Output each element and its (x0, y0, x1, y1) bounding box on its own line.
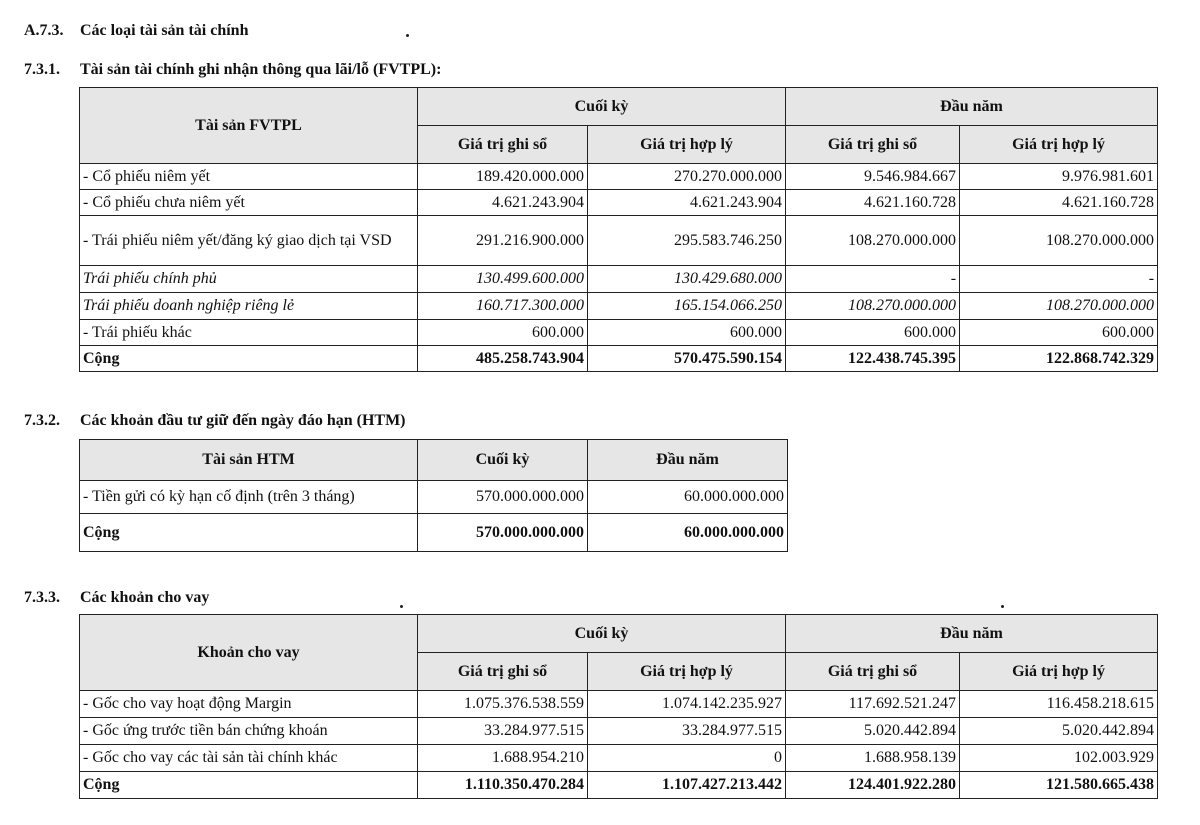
cell-value: 4.621.160.728 (786, 190, 960, 216)
row-label: - Trái phiếu niêm yết/đăng ký giao dịch tại VSD (80, 216, 418, 266)
cell-value: 295.583.746.250 (588, 216, 786, 266)
cell-value: 1.107.427.213.442 (588, 772, 786, 799)
cell-value: 117.692.521.247 (786, 691, 960, 718)
cell-value: - (786, 266, 960, 293)
cell-value: 124.401.922.280 (786, 772, 960, 799)
fvtpl-table (79, 87, 1158, 372)
loans-title: Các khoản cho vay (80, 589, 210, 606)
cell-value: 291.216.900.000 (418, 216, 588, 266)
section-number: A.7.3. (24, 22, 64, 39)
cell-value: 570.000.000.000 (418, 481, 588, 514)
loans-sub-fair-begin: Giá trị hợp lý (960, 653, 1158, 691)
fvtpl-heading (24, 61, 441, 79)
cell-value: 130.429.680.000 (588, 266, 786, 293)
loans-sub-book-end: Giá trị ghi sổ (418, 653, 588, 691)
row-label: - Gốc ứng trước tiền bán chứng khoán (80, 718, 418, 745)
cell-value: 122.868.742.329 (960, 346, 1158, 372)
cell-value: 600.000 (588, 320, 786, 346)
cell-value: 122.438.745.395 (786, 346, 960, 372)
row-label: - Cổ phiếu niêm yết (80, 164, 418, 190)
table-row (80, 481, 788, 514)
fvtpl-sub-fair-begin: Giá trị hợp lý (960, 126, 1158, 164)
row-label: - Trái phiếu khác (80, 320, 418, 346)
fvtpl-sub-book-end: Giá trị ghi sổ (418, 126, 588, 164)
cell-value: 60.000.000.000 (588, 514, 788, 552)
fvtpl-sub-fair-end: Giá trị hợp lý (588, 126, 786, 164)
row-label: Trái phiếu doanh nghiệp riêng lẻ (80, 293, 418, 320)
cell-value: 5.020.442.894 (960, 718, 1158, 745)
cell-value: 4.621.160.728 (960, 190, 1158, 216)
table-row (80, 691, 1158, 718)
scan-speck (406, 34, 409, 37)
cell-value: 9.976.981.601 (960, 164, 1158, 190)
loans-heading (24, 589, 209, 607)
cell-value: 33.284.977.515 (588, 718, 786, 745)
loans-group-begin: Đầu năm (786, 615, 1158, 653)
cell-value: 1.688.954.210 (418, 745, 588, 772)
table-row (80, 190, 1158, 216)
row-label: Trái phiếu chính phủ (80, 266, 418, 293)
fvtpl-group-begin: Đầu năm (786, 88, 1158, 126)
table-row (80, 718, 1158, 745)
cell-value: 1.075.376.538.559 (418, 691, 588, 718)
total-row (80, 346, 1158, 372)
row-label: Cộng (80, 346, 418, 372)
htm-table (79, 439, 788, 552)
scan-speck (400, 605, 403, 608)
cell-value: 121.580.665.438 (960, 772, 1158, 799)
cell-value: 60.000.000.000 (588, 481, 788, 514)
cell-value: 189.420.000.000 (418, 164, 588, 190)
cell-value: 116.458.218.615 (960, 691, 1158, 718)
fvtpl-col-label: Tài sản FVTPL (80, 88, 418, 164)
loans-table (79, 614, 1158, 799)
loans-sub-fair-end: Giá trị hợp lý (588, 653, 786, 691)
cell-value: 0 (588, 745, 786, 772)
cell-value: 130.499.600.000 (418, 266, 588, 293)
table-row (80, 216, 1158, 266)
cell-value: 570.475.590.154 (588, 346, 786, 372)
table-row (80, 164, 1158, 190)
row-label: Cộng (80, 772, 418, 799)
row-label: - Gốc cho vay các tài sản tài chính khác (80, 745, 418, 772)
cell-value: - (960, 266, 1158, 293)
cell-value: 1.110.350.470.284 (418, 772, 588, 799)
cell-value: 4.621.243.904 (418, 190, 588, 216)
table-row (80, 745, 1158, 772)
loans-number: 7.3.3. (24, 589, 60, 606)
cell-value: 108.270.000.000 (786, 216, 960, 266)
htm-heading (24, 412, 406, 430)
cell-value: 102.003.929 (960, 745, 1158, 772)
row-label: - Tiền gửi có kỳ hạn cố định (trên 3 tháng) (80, 481, 418, 514)
htm-title: Các khoản đầu tư giữ đến ngày đáo hạn (HTM) (80, 412, 406, 429)
row-label: Cộng (80, 514, 418, 552)
section-heading (24, 22, 248, 40)
total-row (80, 772, 1158, 799)
cell-value: 1.074.142.235.927 (588, 691, 786, 718)
fvtpl-sub-book-begin: Giá trị ghi sổ (786, 126, 960, 164)
htm-col-label: Tài sản HTM (80, 440, 418, 481)
loans-col-label: Khoản cho vay (80, 615, 418, 691)
cell-value: 108.270.000.000 (786, 293, 960, 320)
cell-value: 600.000 (418, 320, 588, 346)
cell-value: 485.258.743.904 (418, 346, 588, 372)
cell-value: 165.154.066.250 (588, 293, 786, 320)
section-title: Các loại tài sản tài chính (80, 22, 249, 39)
htm-col-begin: Đầu năm (588, 440, 788, 481)
cell-value: 270.270.000.000 (588, 164, 786, 190)
total-row (80, 514, 788, 552)
cell-value: 570.000.000.000 (418, 514, 588, 552)
loans-group-end: Cuối kỳ (418, 615, 786, 653)
htm-number: 7.3.2. (24, 412, 60, 429)
htm-col-end: Cuối kỳ (418, 440, 588, 481)
fvtpl-number: 7.3.1. (24, 61, 60, 78)
cell-value: 5.020.442.894 (786, 718, 960, 745)
cell-value: 160.717.300.000 (418, 293, 588, 320)
table-row (80, 266, 1158, 293)
cell-value: 600.000 (960, 320, 1158, 346)
table-row (80, 320, 1158, 346)
cell-value: 108.270.000.000 (960, 216, 1158, 266)
cell-value: 108.270.000.000 (960, 293, 1158, 320)
row-label: - Gốc cho vay hoạt động Margin (80, 691, 418, 718)
cell-value: 600.000 (786, 320, 960, 346)
fvtpl-group-end: Cuối kỳ (418, 88, 786, 126)
loans-sub-book-begin: Giá trị ghi sổ (786, 653, 960, 691)
fvtpl-title: Tài sản tài chính ghi nhận thông qua lãi/lỗ (FVTPL): (80, 61, 442, 78)
cell-value: 9.546.984.667 (786, 164, 960, 190)
cell-value: 33.284.977.515 (418, 718, 588, 745)
cell-value: 4.621.243.904 (588, 190, 786, 216)
scan-speck (1001, 605, 1004, 608)
row-label: - Cổ phiếu chưa niêm yết (80, 190, 418, 216)
cell-value: 1.688.958.139 (786, 745, 960, 772)
table-row (80, 293, 1158, 320)
